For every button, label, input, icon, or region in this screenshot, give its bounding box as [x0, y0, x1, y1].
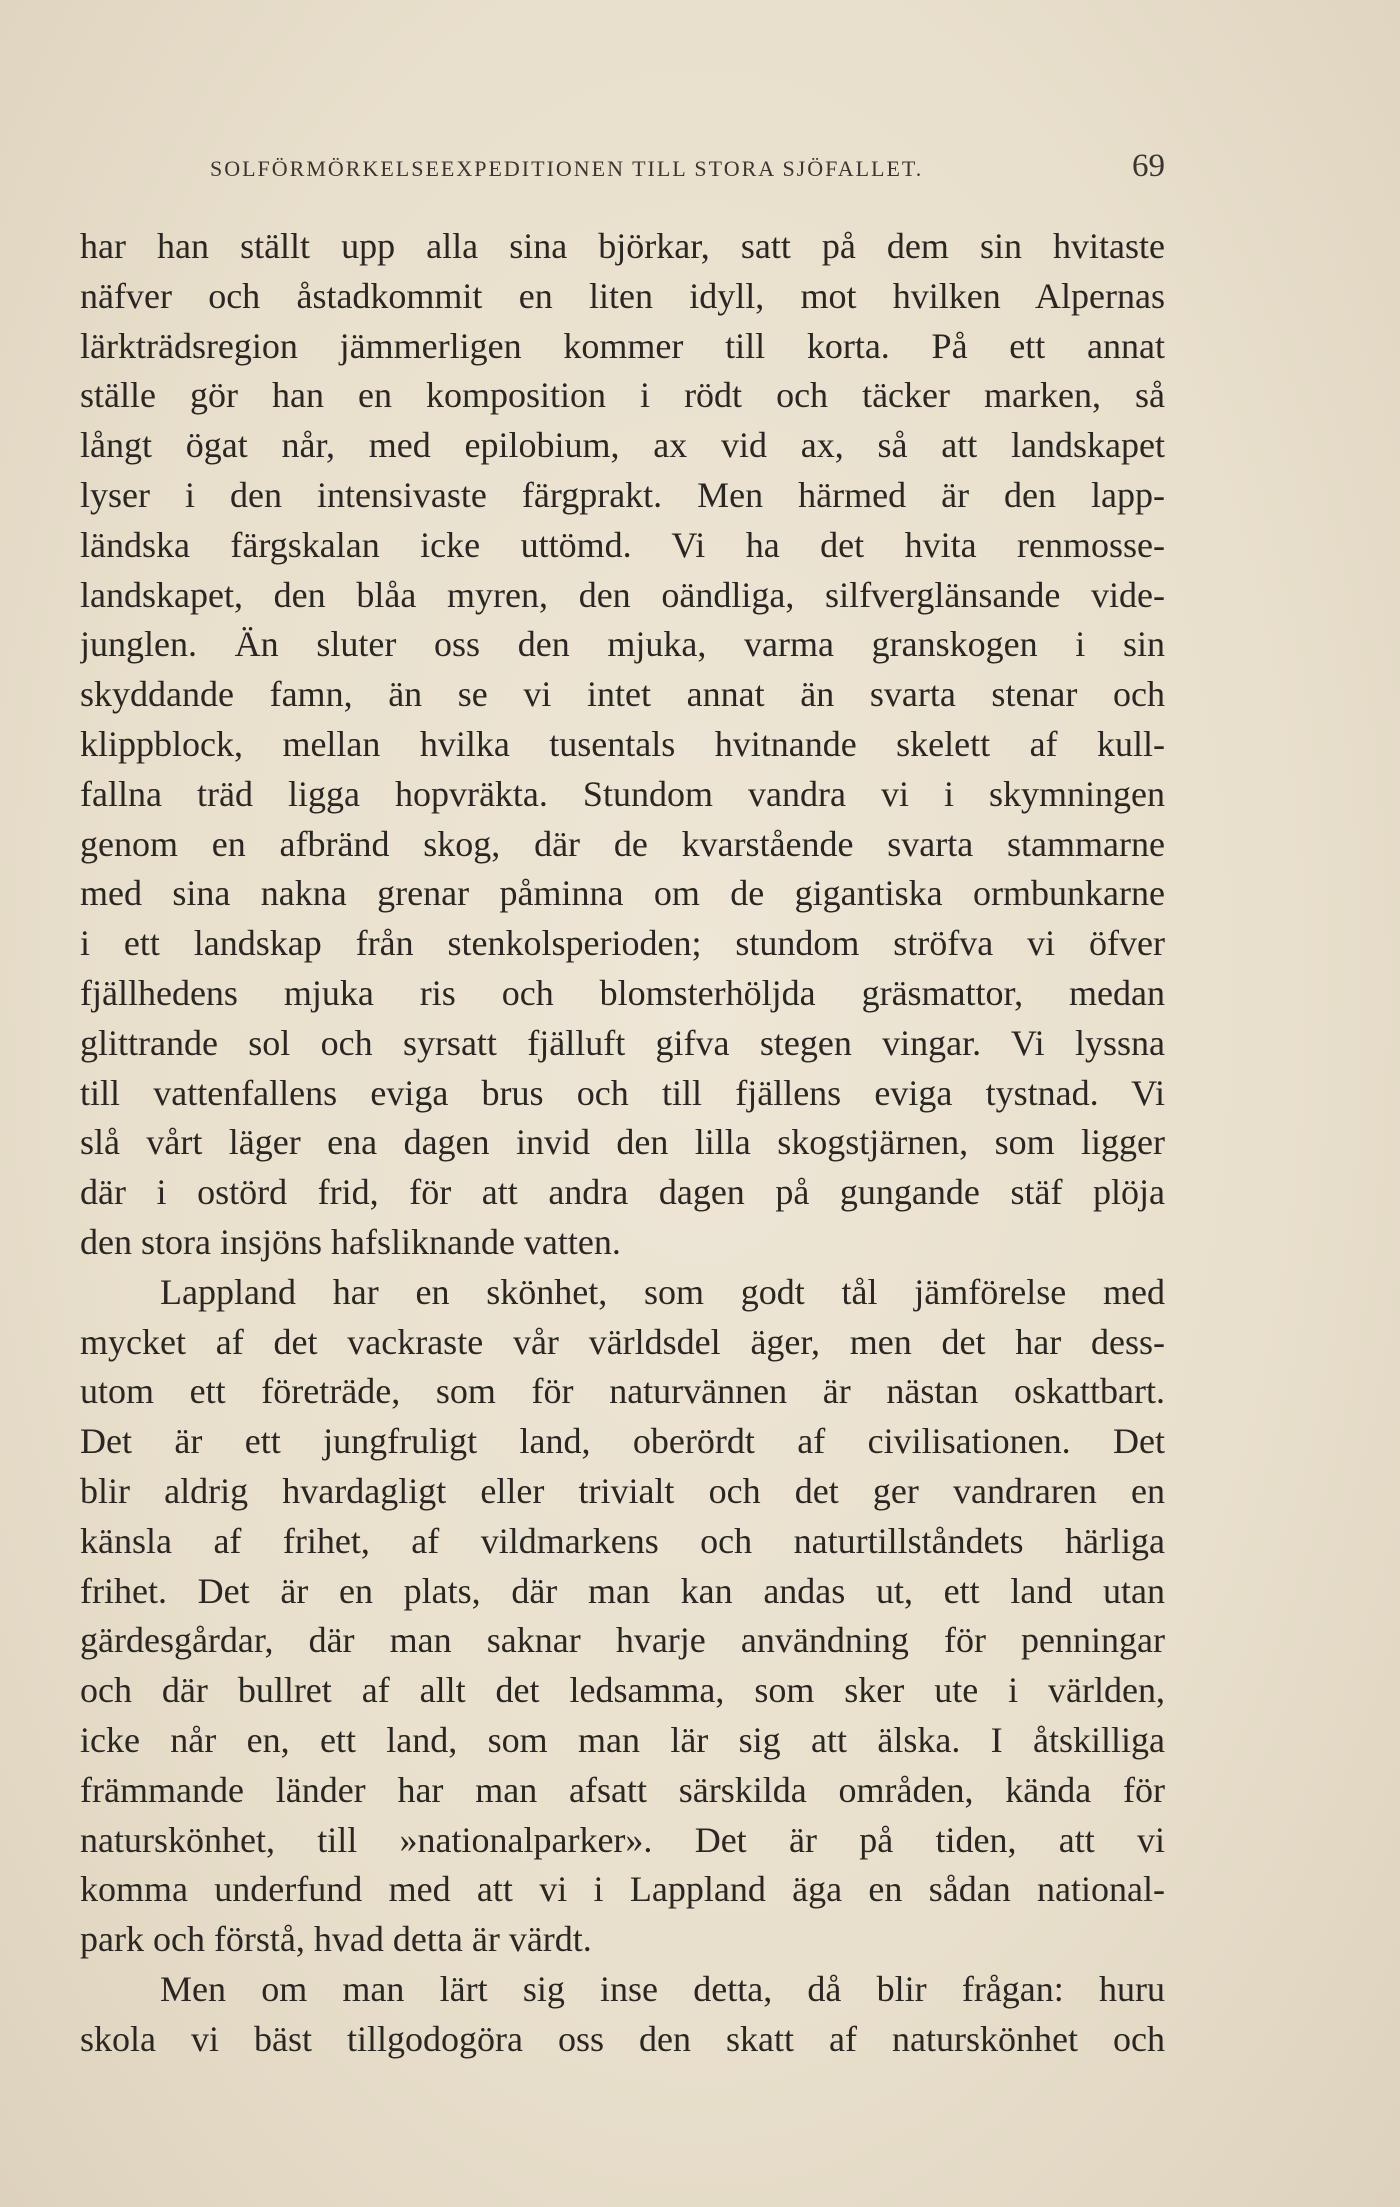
- text-line: och där bullret af allt det ledsamma, som sker ute i världen,: [80, 1670, 1165, 1711]
- text-line: naturskönhet, till »nationalparker». Det är på tiden, att vi: [80, 1819, 1165, 1860]
- text-line: blir aldrig hvardagligt eller trivialt och det ger vandraren en: [80, 1470, 1165, 1511]
- paragraph: [80, 222, 1165, 1268]
- page-header: [210, 150, 1165, 190]
- text-line: mycket af det vackraste vår världsdel äger, men det har dess-: [80, 1321, 1165, 1362]
- text-line: klippblock, mellan hvilka tusentals hvitnande skelett af kull-: [80, 723, 1165, 764]
- text-line: Men om man lärt sig inse detta, då blir frågan: huru: [160, 1968, 1165, 2009]
- text-line: junglen. Än sluter oss den mjuka, varma granskogen i sin: [80, 624, 1165, 665]
- paragraph: [80, 1965, 1165, 2065]
- page-number: 69: [1132, 148, 1165, 184]
- text-line: där i ostörd frid, för att andra dagen på gungande stäf plöja: [80, 1172, 1165, 1213]
- text-line: skola vi bäst tillgodogöra oss den skatt af naturskönhet och: [80, 2018, 1165, 2059]
- text-line: har han ställt upp alla sina björkar, satt på dem sin hvitaste: [80, 226, 1165, 266]
- text-line: till vattenfallens eviga brus och till fjällens eviga tystnad. Vi: [80, 1072, 1165, 1113]
- text-line: frihet. Det är en plats, där man kan andas ut, ett land utan: [80, 1570, 1165, 1611]
- text-line: känsla af frihet, af vildmarkens och naturtillståndets härliga: [80, 1520, 1165, 1561]
- text-line: glittrande sol och syrsatt fjälluft gifva stegen vingar. Vi lyssna: [80, 1022, 1165, 1063]
- text-line: långt ögat når, med epilobium, ax vid ax, så att landskapet: [80, 425, 1165, 466]
- paragraph: [80, 1268, 1165, 1965]
- text-line: i ett landskap från stenkolsperioden; stundom ströfva vi öfver: [80, 923, 1165, 964]
- text-line: genom en afbränd skog, där de kvarstående svarta stammarne: [80, 823, 1165, 864]
- text-line: med sina nakna grenar påminna om de gigantiska ormbunkarne: [80, 873, 1165, 914]
- running-head: SOLFÖRMÖRKELSEEXPEDITIONEN TILL STORA SJÖFALLET.: [210, 156, 924, 181]
- text-line: gärdesgårdar, där man saknar hvarje användning för penningar: [80, 1620, 1165, 1661]
- text-line: fjällhedens mjuka ris och blomsterhöljda gräsmattor, medan: [80, 972, 1165, 1013]
- text-line: lyser i den intensivaste färgprakt. Men härmed är den lapp-: [80, 474, 1165, 515]
- text-line: landskapet, den blåa myren, den oändliga, silfverglänsande vide-: [80, 574, 1165, 615]
- text-line: främmande länder har man afsatt särskilda områden, kända för: [80, 1769, 1165, 1810]
- text-line: näfver och åstadkommit en liten idyll, mot hvilken Alpernas: [80, 275, 1165, 316]
- text-line: fallna träd ligga hopvräkta. Stundom vandra vi i skymningen: [80, 773, 1165, 814]
- text-line: lärkträdsregion jämmerligen kommer till korta. På ett annat: [80, 325, 1165, 366]
- text-line: Det är ett jungfruligt land, oberördt af civilisationen. Det: [80, 1421, 1165, 1462]
- text-line: park och förstå, hvad detta är värdt.: [80, 1919, 592, 1960]
- text-line: skyddande famn, än se vi intet annat än svarta stenar och: [80, 674, 1165, 715]
- text-line: utom ett företräde, som för naturvännen är nästan oskattbart.: [80, 1371, 1165, 1412]
- text-line: komma underfund med att vi i Lappland äga en sådan national-: [80, 1869, 1165, 1910]
- text-line: ländska färgskalan icke uttömd. Vi ha det hvita renmosse-: [80, 524, 1165, 565]
- text-line: ställe gör han en komposition i rödt och täcker marken, så: [80, 375, 1165, 416]
- text-line: icke når en, ett land, som man lär sig att älska. I åtskilliga: [80, 1719, 1165, 1760]
- body-text: [80, 222, 1165, 2064]
- text-line: slå vårt läger ena dagen invid den lilla skogstjärnen, som ligger: [80, 1122, 1165, 1163]
- text-line: den stora insjöns hafsliknande vatten.: [80, 1221, 621, 1262]
- text-line: Lappland har en skönhet, som godt tål jämförelse med: [160, 1271, 1165, 1312]
